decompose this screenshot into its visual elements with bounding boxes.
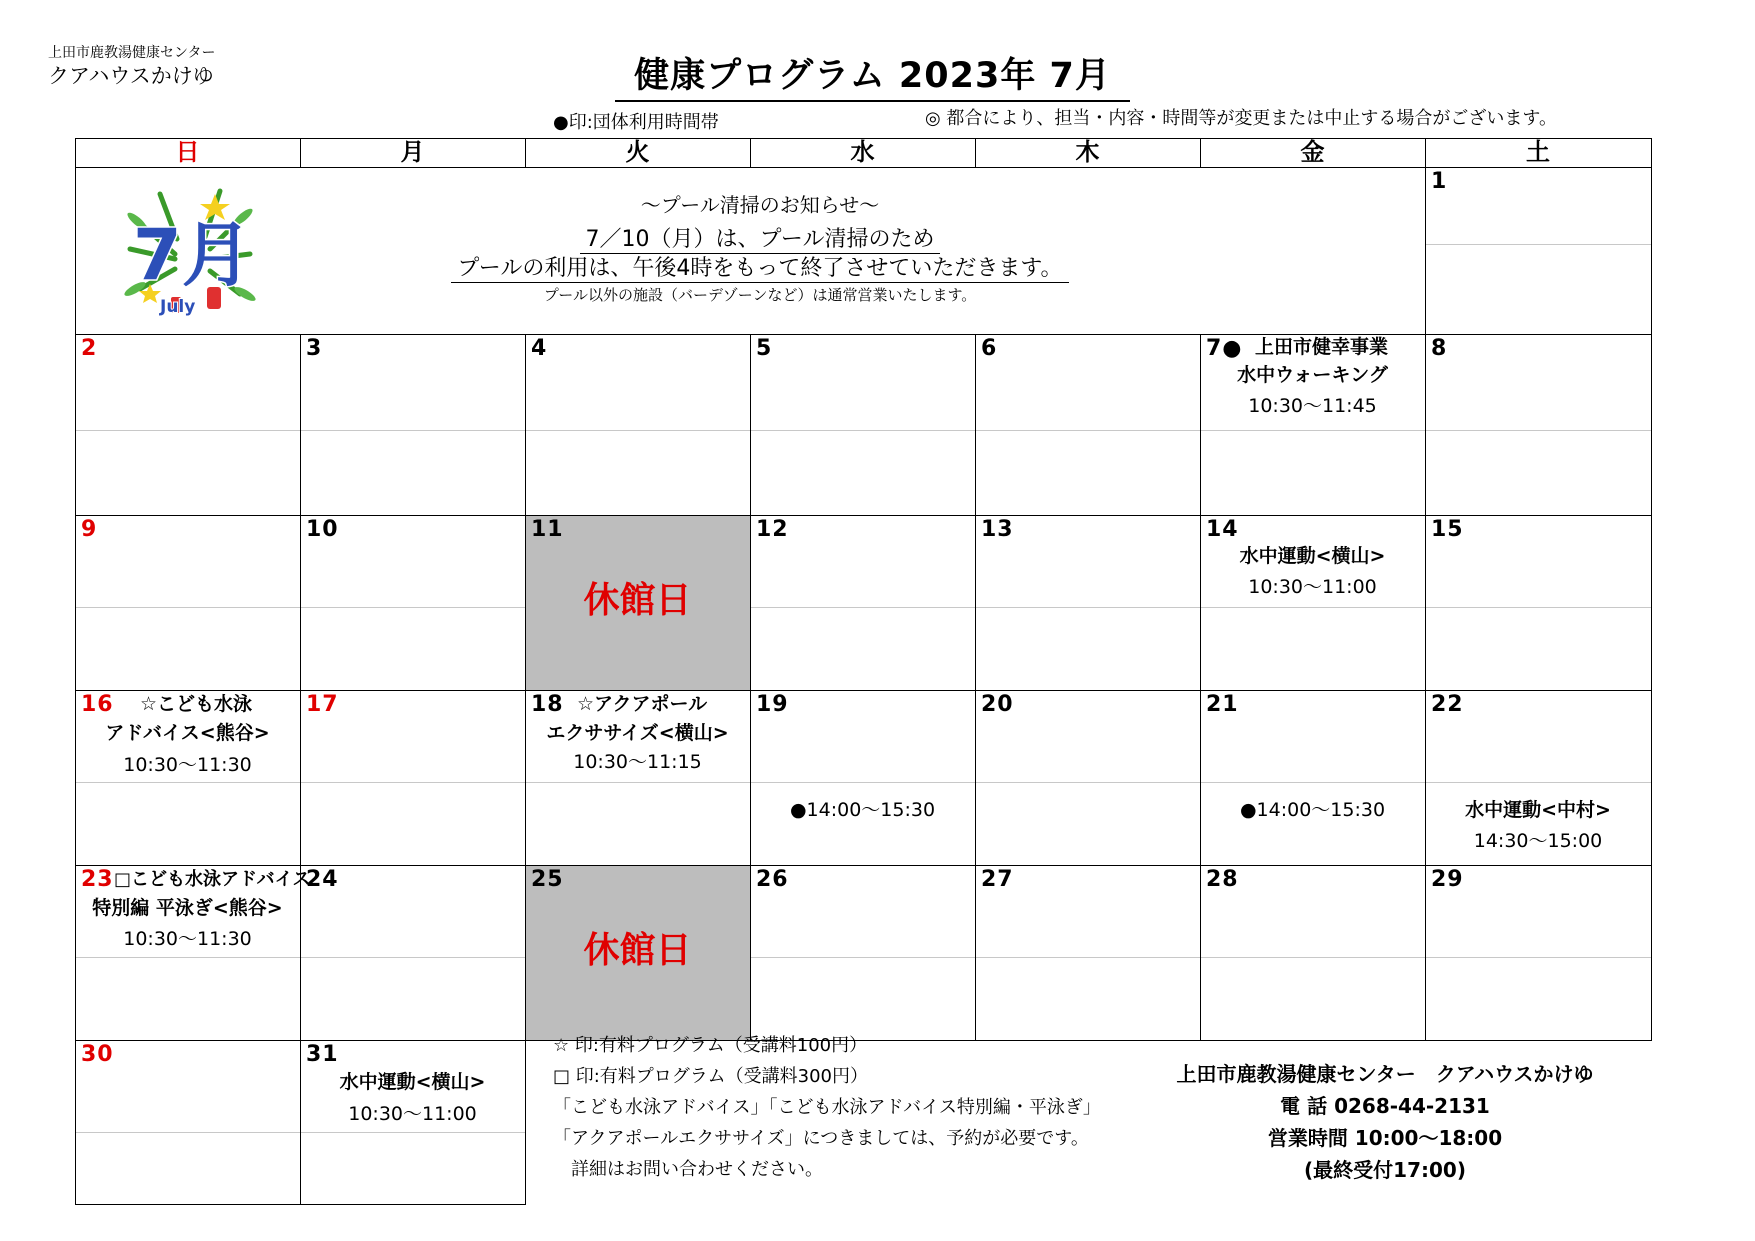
group-use-time: ●14:00～15:30	[789, 799, 936, 821]
day-number: 1	[1431, 169, 1448, 194]
facility-hours: 営業時間 10:00～18:00	[1267, 1126, 1503, 1150]
weekday-sun: 日	[175, 138, 200, 166]
note-line: 詳細はお問い合わせください。	[553, 1159, 823, 1180]
event-time: 10:30～11:00	[348, 1103, 477, 1125]
grid-line	[1200, 334, 1201, 1040]
day-number: 26	[756, 867, 789, 892]
day-number: 7●	[1206, 336, 1243, 361]
grid-line	[75, 515, 1652, 516]
note-line: □ 印:有料プログラム（受講料300円）	[553, 1066, 868, 1087]
facility-last-entry: (最終受付17:00)	[1304, 1158, 1466, 1182]
cell-divider	[750, 607, 1652, 608]
day-number: 23	[81, 867, 114, 892]
day-number: 2	[81, 336, 98, 361]
day-number: 5	[756, 336, 773, 361]
event-text: 上田市健幸事業	[1255, 336, 1389, 358]
day-number: 6	[981, 336, 998, 361]
cell-divider	[75, 430, 1652, 431]
event-text: アドバイス<熊谷>	[105, 722, 270, 744]
event-text: 水中運動<横山>	[339, 1071, 486, 1093]
closed-day-label: 休館日	[583, 930, 692, 971]
day-number: 28	[1206, 867, 1239, 892]
page-title: 健康プログラム 2023年 7月	[615, 48, 1130, 102]
day-number: 22	[1431, 692, 1464, 717]
day-number: 21	[1206, 692, 1239, 717]
note-line: 「こども水泳アドバイス」「こども水泳アドバイス特別編・平泳ぎ」	[553, 1097, 1101, 1118]
cell-divider	[1425, 244, 1652, 245]
change-notice: ◎ 都合により、担当・内容・時間等が変更または中止する場合がございます。	[925, 108, 1557, 129]
day-number: 17	[306, 692, 339, 717]
day-number: 14	[1206, 517, 1239, 542]
day-number: 3	[306, 336, 323, 361]
event-text: 水中ウォーキング	[1237, 364, 1388, 386]
grid-line	[75, 690, 1652, 691]
event-time: 10:30～11:15	[573, 751, 702, 773]
weekday-fri: 金	[1300, 138, 1325, 166]
event-text: 特別編 平泳ぎ<熊谷>	[92, 897, 283, 919]
event-time: 10:30～11:30	[123, 928, 252, 950]
banner-line-pool: プールの利用は、午後4時をもって終了させていただきます。	[451, 251, 1068, 283]
note-line: ☆ 印:有料プログラム（受講料100円）	[553, 1035, 868, 1056]
footer-notes	[553, 1030, 1101, 1185]
weekday-mon: 月	[400, 138, 425, 166]
cell-divider	[75, 782, 1652, 783]
day-number: 31	[306, 1042, 339, 1067]
grid-line	[975, 334, 976, 1040]
day-number: 4	[531, 336, 548, 361]
cell-divider	[750, 957, 1652, 958]
note-line: 「アクアポールエクササイズ」につきましては、予約が必要です。	[553, 1128, 1089, 1149]
event-time: 10:30～11:00	[1248, 576, 1377, 598]
badge-july: July	[160, 297, 196, 317]
day-number: 11	[531, 517, 564, 542]
event-time: 10:30～11:30	[123, 754, 252, 776]
event-time: 10:30～11:45	[1248, 395, 1377, 417]
org-line-2: クアハウスかけゆ	[48, 64, 214, 88]
group-use-time: ●14:00～15:30	[1239, 799, 1386, 821]
org-line-1: 上田市鹿教湯健康センター	[48, 45, 216, 61]
pool-cleaning-banner	[75, 167, 1425, 334]
day-number: 24	[306, 867, 339, 892]
day-number: 27	[981, 867, 1014, 892]
day-number: 20	[981, 692, 1014, 717]
badge-month: 7月	[133, 214, 252, 296]
event-text: □こども水泳アドバイス	[114, 869, 311, 890]
day-number: 13	[981, 517, 1014, 542]
weekday-sat: 土	[1526, 138, 1550, 166]
day-number: 15	[1431, 517, 1464, 542]
day-number: 8	[1431, 336, 1448, 361]
event-text: ☆アクアポール	[577, 693, 708, 715]
event-text: エクササイズ<横山>	[546, 722, 729, 744]
banner-heading: ～プール清掃のお知らせ～	[640, 193, 880, 217]
day-number: 19	[756, 692, 789, 717]
grid-line	[1425, 138, 1426, 1040]
day-number: 10	[306, 517, 339, 542]
weekday-thu: 木	[1075, 138, 1100, 166]
weekday-tue: 火	[625, 138, 650, 166]
facility-phone: 電 話 0268-44-2131	[1280, 1094, 1490, 1118]
event-text: 水中運動<中村>	[1465, 799, 1611, 821]
facility-info	[1175, 1058, 1595, 1186]
group-use-legend: ●印:団体利用時間帯	[553, 112, 719, 133]
grid-line	[75, 334, 1652, 335]
day-number: 9	[81, 517, 98, 542]
facility-name: 上田市鹿教湯健康センター クアハウスかけゆ	[1176, 1062, 1594, 1086]
day-number: 29	[1431, 867, 1464, 892]
day-number: 25	[531, 867, 564, 892]
event-text: 水中運動<横山>	[1239, 545, 1386, 567]
event-time: 14:30～15:00	[1473, 830, 1603, 852]
grid-line	[1651, 138, 1652, 1040]
day-number: 16	[81, 692, 114, 717]
banner-line-date: 7／10（月）は、プール清掃のため	[580, 222, 941, 254]
day-number: 12	[756, 517, 789, 542]
day-number: 30	[81, 1042, 114, 1067]
july-badge-illustration	[115, 179, 265, 329]
banner-line-other: プール以外の施設（バーデゾーンなど）は通常営業いたします。	[543, 286, 977, 304]
weekday-wed: 水	[850, 138, 875, 166]
grid-line	[750, 334, 751, 1040]
grid-line	[75, 865, 1652, 866]
event-text: ☆こども水泳	[140, 693, 253, 715]
day-number: 18	[531, 692, 564, 717]
closed-day-label: 休館日	[583, 580, 692, 621]
